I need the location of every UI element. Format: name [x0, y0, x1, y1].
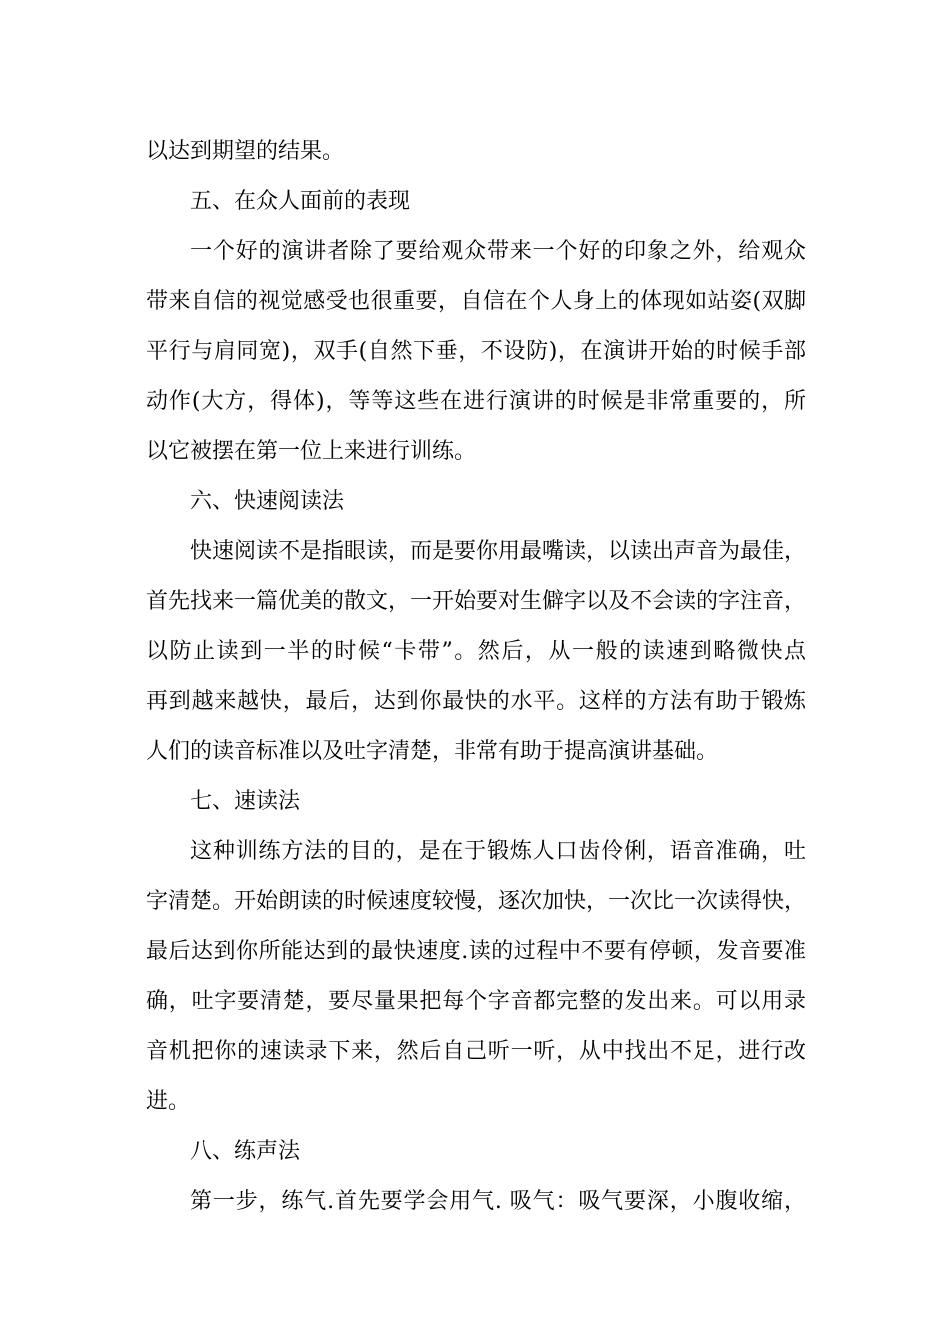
text-line: 再到越来越快，最后，达到你最快的水平。这样的方法有助于锻炼 — [146, 689, 806, 714]
document-body — [146, 127, 806, 1227]
text-line: 六、快速阅读法 — [190, 489, 345, 514]
text-line: 最后达到你所能达到的最快速度.读的过程中不要有停顿，发音要准 — [146, 939, 806, 964]
text-line: 动作(大方，得体)，等等这些在进行演讲的时候是非常重要的，所 — [146, 389, 806, 414]
text-line: 这种训练方法的目的，是在于锻炼人口齿伶俐，语音准确，吐 — [190, 839, 806, 864]
text-line: 七、速读法 — [190, 789, 301, 814]
text-line: 字清楚。开始朗读的时候速度较慢，逐次加快，一次比一次读得快， — [146, 889, 807, 914]
text-line: 音机把你的速读录下来，然后自己听一听，从中找出不足，进行改 — [146, 1039, 806, 1064]
text-line: 五、在众人面前的表现 — [190, 189, 411, 214]
text-line: 快速阅读不是指眼读，而是要你用最嘴读，以读出声音为最佳， — [190, 539, 807, 564]
text-line: 人们的读音标准以及吐字清楚，非常有助于提高演讲基础。 — [146, 739, 719, 764]
text-line: 八、练声法 — [190, 1139, 301, 1164]
text-line: 首先找来一篇优美的散文，一开始要对生僻字以及不会读的字注音， — [146, 589, 807, 614]
text-line: 确，吐字要清楚，要尽量果把每个字音都完整的发出来。可以用录 — [146, 989, 806, 1014]
text-line: 进。 — [146, 1089, 191, 1114]
text-line: 以它被摆在第一位上来进行训练。 — [146, 439, 477, 464]
text-line: 以达到期望的结果。 — [146, 139, 345, 164]
text-line: 平行与肩同宽)，双手(自然下垂，不设防)，在演讲开始的时候手部 — [146, 339, 806, 364]
text-line: 以防止读到一半的时候“卡带”。然后，从一般的读速到略微快点 — [146, 639, 806, 664]
text-line: 一个好的演讲者除了要给观众带来一个好的印象之外，给观众 — [190, 239, 806, 264]
text-line: 带来自信的视觉感受也很重要，自信在个人身上的体现如站姿(双脚 — [146, 289, 806, 314]
text-line: 第一步，练气.首先要学会用气. 吸气：吸气要深，小腹收缩， — [190, 1189, 806, 1214]
